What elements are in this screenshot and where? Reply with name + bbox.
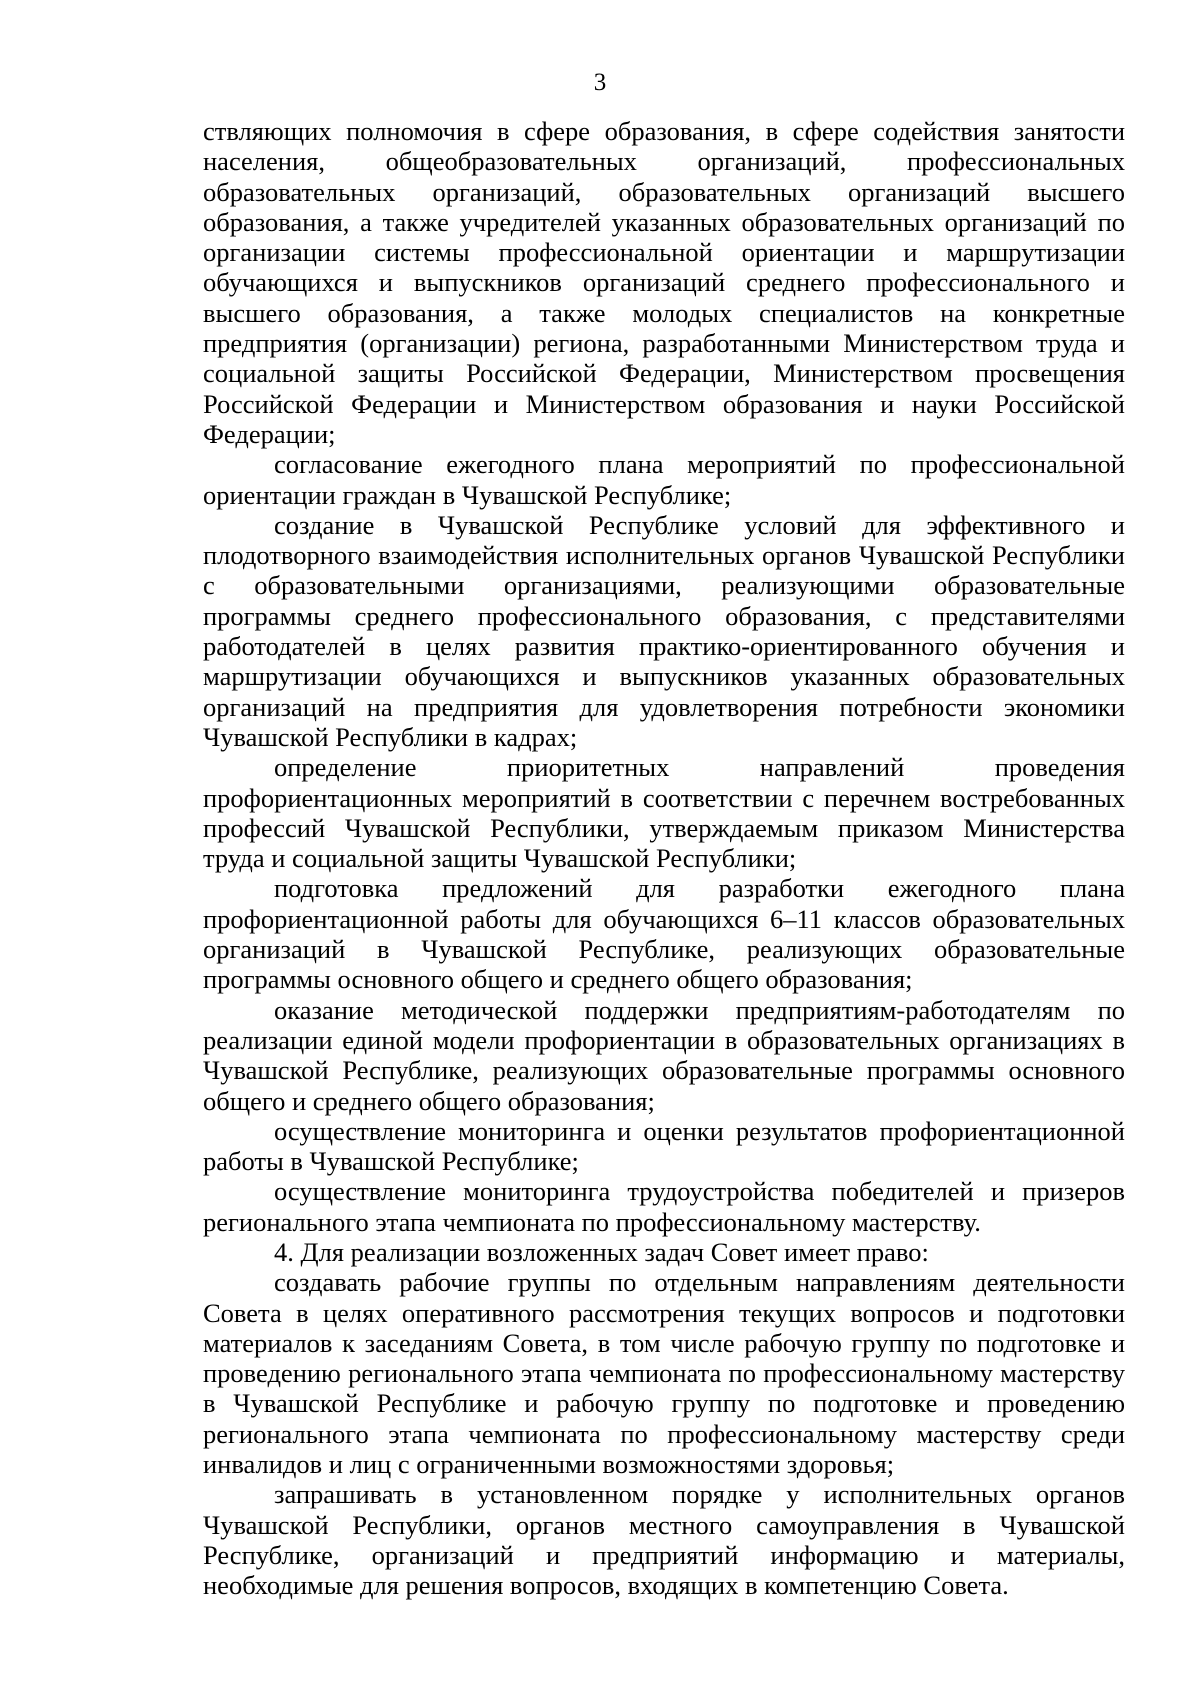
paragraph-item: согласование ежегодного плана мероприятий по профессиональной ориентации граждан в Чувашской Республике; [203,449,1125,510]
paragraph-continuation: ствляющих полномочия в сфере образования, в сфере содействия занятости населения, общеобразовательных организаций, профессиональных образовательных организаций, образовательных организаций высшего образования, а также учредителей указанных образовательных организаций по организации системы профессиональной ориентации и маршрутизации обучающихся и выпускников организаций среднего профессионального и высшего образования, а также молодых специалистов на конкретные предприятия (организации) региона, разработанными Министерством труда и социальной защиты Российской Федерации, Министерством просвещения Российской Федерации и Министерством образования и науки Российской Федерации; [203,116,1125,449]
page-number: 3 [593,69,607,96]
paragraph-item: осуществление мониторинга и оценки результатов профориентационной работы в Чувашской Республике; [203,1115,1125,1177]
paragraph-item: подготовка предложений для разработки ежегодного плана профориентационной работы для обучающихся 6–11 классов образовательных организаций в Чувашской Республике, реализующих образовательные программы основного общего и среднего общего образования; [203,873,1125,995]
section-heading-paragraph: 4. Для реализации возложенных задач Совет имеет право: [274,1236,929,1267]
paragraph-item: оказание методической поддержки предприятиям-работодателям по реализации единой модели профориентации в образовательных организациях в Чувашской Республике, реализующих образовательные программы основного общего и среднего общего образования; [203,994,1125,1116]
document-body [203,116,1125,1601]
paragraph-item: определение приоритетных направлений проведения профориентационных мероприятий в соответствии с перечнем востребованных профессий Чувашской Республики, утверждаемым приказом Министерства труда и социальной защиты Чувашской Республики; [203,752,1125,874]
paragraph-item: создавать рабочие группы по отдельным направлениям деятельности Совета в целях оперативного рассмотрения текущих вопросов и подготовки материалов к заседаниям Совета, в том числе рабочую группу по подготовке и проведению регионального этапа чемпионата по профессиональному мастерству в Чувашской Республике и рабочую группу по подготовке и проведению регионального этапа чемпионата по профессиональному мастерству среди инвалидов и лиц с ограниченными возможностями здоровья; [203,1267,1125,1480]
paragraph-item: создание в Чувашской Республике условий для эффективного и плодотворного взаимодействия исполнительных органов Чувашской Республики с образовательными организациями, реализующими образовательные программы среднего профессионального образования, с представителями работодателей в целях развития практико-ориентированного обучения и маршрутизации обучающихся и выпускников указанных образовательных организаций на предприятия для удовлетворения потребности экономики Чувашской Республики в кадрах; [203,509,1125,752]
paragraph-item: осуществление мониторинга трудоустройства победителей и призеров регионального этапа чемпионата по профессиональному мастерству. [203,1176,1125,1237]
paragraph-item: запрашивать в установленном порядке у исполнительных органов Чувашской Республики, органов местного самоуправления в Чувашской Республике, организаций и предприятий информацию и материалы, необходимые для решения вопросов, входящих в компетенцию Совета. [203,1479,1125,1601]
